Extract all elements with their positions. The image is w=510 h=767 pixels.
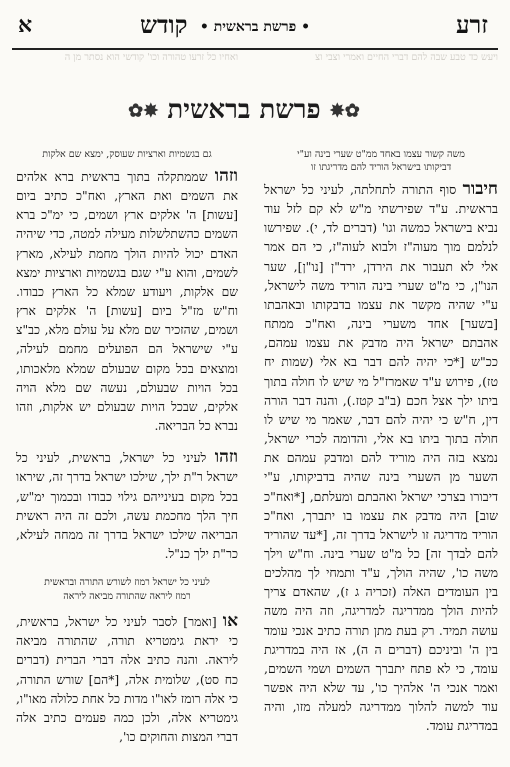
right-column-heading [264,148,498,174]
opening-word-3: או [222,611,238,632]
left-subheading-line1: לעיני כל ישראל רמוז לשורש התורה ובראשית [44,577,210,589]
left-para2-text: לעיני כל ישראל, בראשית, לעיני כל ישראל ר"ת ילך, שילכו ישראל בדרך זה, שיראו בכל מקום בעינייהם גילוי כבודו ובכמוך ימ"ש, חיך הלך מחכמת עשה, ולכם זה היה ראשית הבריאה שילכו ישראל בדרך זה ממחה לעילא, כר"ת ילך כנ"ל. [16,451,238,561]
parsha-title-text: פרשת בראשית [167,95,321,125]
left-paragraph-2 [16,448,238,564]
left-paragraph-3 [16,612,238,747]
left-para1-text: שממתקלה בתוך בראשית ברא אלהים את השמים ואת הארץ, ואח"כ כתיב ביום [עשות] ה' אלקים ארץ ושמים, כי ימ"כ ברא השמים כהשתלשלות מעילה למטה, כדי שיהיה האדם יכול להיות הולך מחמת לעילא, מארץ לשמים, והוא ע"י שגם בגשמיות וארציות ימצא שם אלקות, ויעודע שמלא כל הארץ כבודו. וח"ש מז"ל ביום [עשות] ה' אלקים ארץ ושמים, שהזכיר שם מלא על עולם מלא, כב"צ ע"י שישראל הם הפועלים מחמם לעילה, ומוצאים בכל מקום שבעולם שמלא מלאכותו, בכל הויות שבעולם, נעשה שם מלא הויה אלקים, שבכל הויות שבעולם יש אלקות, וזהו נברא כל הבריאה. [16,170,238,434]
left-subheading-line2: רמוז ליראה שהתורה מביאה ליראה [63,591,191,603]
left-column [16,148,238,759]
opening-word-2: וזהו [214,447,238,468]
page-letter: א [18,12,33,38]
header-rule [12,48,498,50]
opening-word-1: וזהו [214,166,238,186]
opening-word: חיבור [462,179,498,199]
bleed-through-right: ויעש כד טבע שבה להם דברי החיים ואמרי וצבי וצ [315,52,498,63]
bleed-through-left: ואחיו כל זרעו טהורה וכו' קודשי הוא נסתר מן ה [64,52,238,63]
left-ornament-icon: ✿✸ [329,100,360,122]
running-header-parsha: • פרשת בראשית • [199,19,311,35]
right-body-text: סוף התורה לתחלתה, לעיני כל ישראל בראשית. ע"ד שפירשתי מ"ש לא קם לזל עוד נביא בישראל כמשה וגו' (דברים לד, י). שפירשו לנלמם מוך מעוה"ז ולבוא לעוה"ז, כי הם אמר אלי לא תעבור את הירדן, ירד"ן [נו"ן], שער הנו"ן, כי מ"ט שערי בינה הוריד משה לישראל, ע"י שהיה מקשר את עצמו בדבקותו ובאהבתו [בשער] אחד משערי בינה, ואח"כ ממתח אהבתם ישראל היה מדבק את עצמו עמהם, ככ"ש [*כי יהיה להם דבר בא אלי (שמות יח טז), פירוש ע"ד שאמרז"ל מי שיש לו חולה בתוך ביתו ילך אצל חכם (ב"ב קטז.), והנה דבר הורה דין, ח"ש כי יהיה להם דבר, שאמר מי שיש לו חולה בתוך ביתו בא אלי, והדומה לכרי ישראל, נמצא בזה היה מוריד להם ומדבק עמהם את השער מן השערי בינה שהיה בדביקותו, ע"י דיבורו בצרכי ישראל ואהבתם ומעלתם, [*ואח"כ שוב] היה מדבק את עצמו בו יתברך, ואח"כ הוריד מדריגה זו לישראל בדרך זה, [*עד שהוריד להם לבדך זה] כל מ"ט שערי בינה. וח"ש וילך משה כו', שהיה הולך, ע"ד ותמחי לך מהלכים בין העומדים האלה (זכריה ג ז), שהאדם צריך להיות הולך ממדריגה למדריגה, וזה היה משה עושה תמיד. רק בעת מתן תורה כתיב אנכי עומד בין ה' וביניכם (דברים ה ה), אז היה במדריגת עומד, כי לא פתח יתברך השמים ושמי השמים, ואמר אנכי ה' אלהיך כו', עד שלא היה אפשר עוד למשה להלוך ממדריגה למעלה מזו, והיה במדריגת עומד. [264,182,498,734]
right-column [264,148,498,748]
left-paragraph-1 [16,167,238,436]
left-column-heading: גם בגשמיות וארציות שעוסק, ימצא שם אלקות [42,149,212,160]
running-header-right: זרע [455,10,488,39]
right-heading-line1: משה קשור עצמו באחד ממ"ט שערי בינה וע"י [297,149,465,160]
right-heading-line2: דביקותו בישראל הוריד להם מדריגתו זו [310,162,452,173]
right-ornament-icon: ✸✿ [128,100,159,122]
right-paragraph [264,180,498,736]
left-subheading [16,576,238,604]
left-para3-text: [ואמר] לסבר לעיני כל ישראל, בראשית, כי יראת גימטריא תורה, שהתורה מביאה ליראה. והנה כתיב אלה דברי הברית (דברים כח סט), שלומית אלה, [*הם] שורש התורה, כי אלה רומז לאו"ו מדות כל אחת כלולה מאו"ו, גימטריא אלה, ולכן כמה פעמים כתיב אלה דברי המצות והחוקים כו', [16,615,238,745]
parsha-title [104,95,384,137]
running-header-left: קודש [140,10,188,39]
